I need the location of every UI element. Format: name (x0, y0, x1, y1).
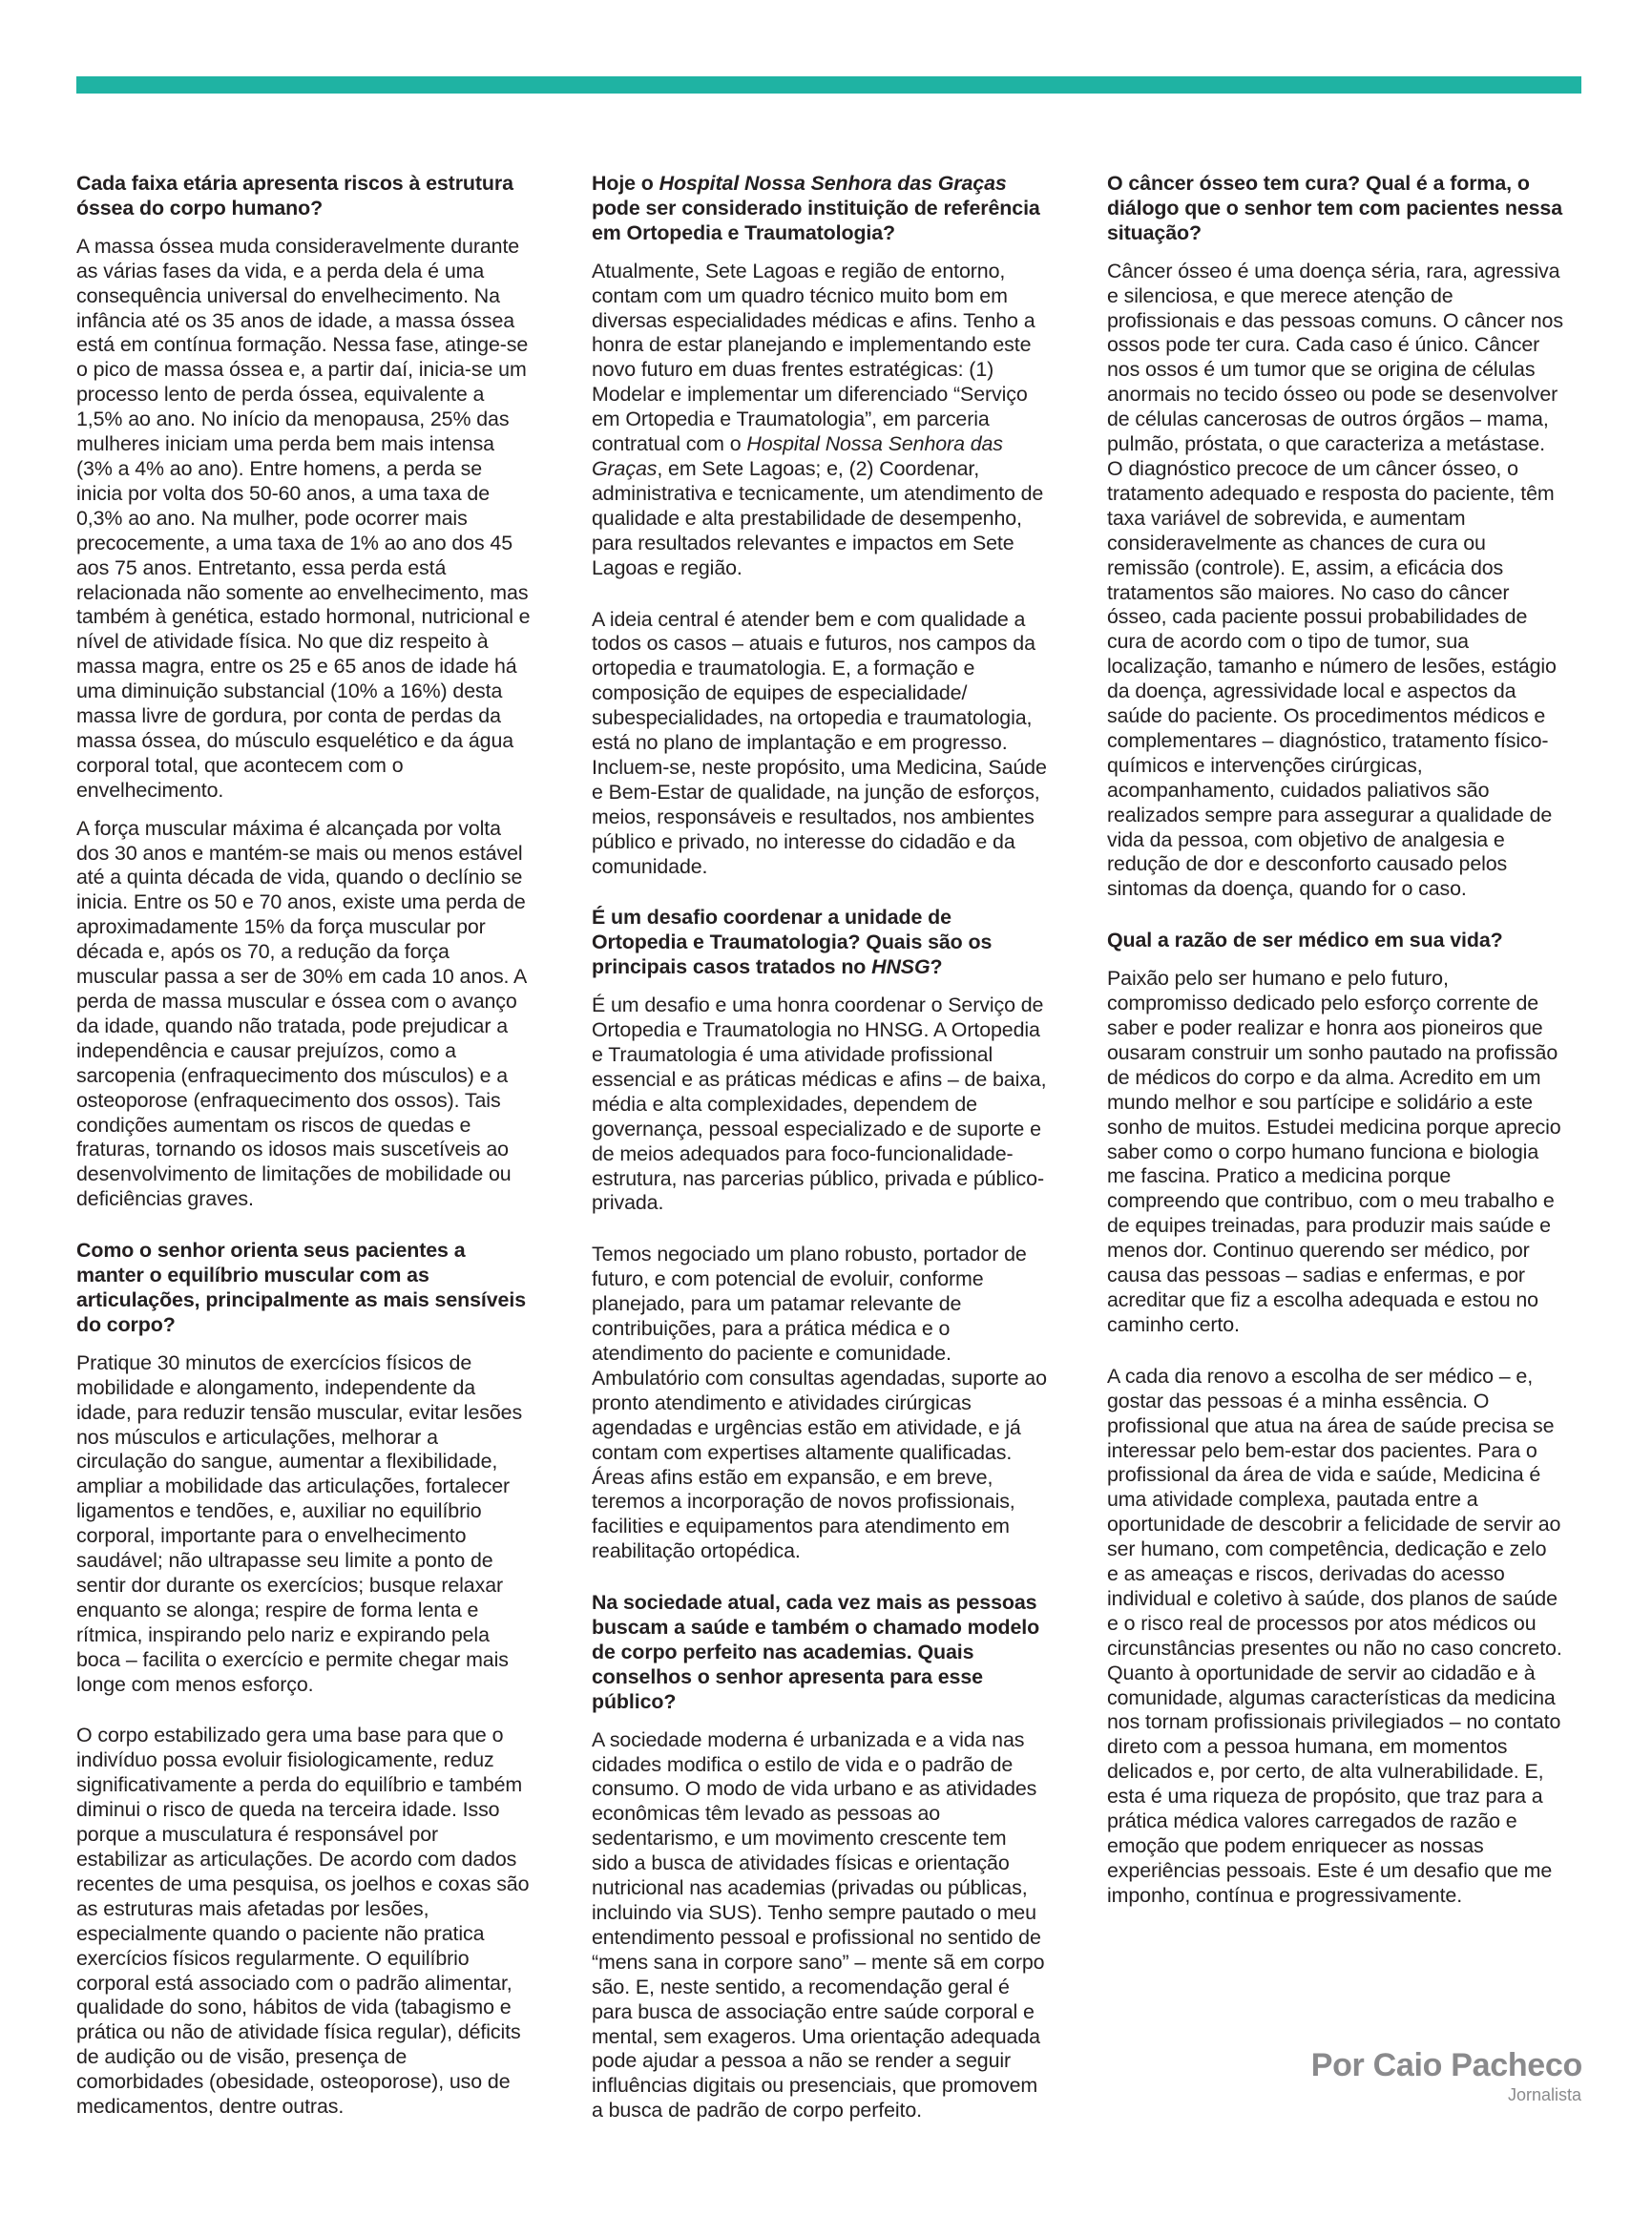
column-1 (76, 172, 533, 2133)
paragraph: A cada dia renovo a escolha de ser médico – e, gostar das pessoas é a minha essência. O profissional que atua na área de saúde precisa se interessar pelo bem-estar dos pacientes. Para o profissional da área de vida e saúde, Medicina é uma atividade complexa, pautada entre a oportunidade de descobrir a felicidade de servir ao ser humano, com competência, dedicação e zelo e as ameaças e riscos, derivadas do acesso individual e coletivo à saúde, dos planos de saúde e o risco real de processos por atos médicos ou circunstâncias presentes ou não no caso concreto. Quanto à oportunidade de servir ao cidadão e à comunidade, algumas características da medicina nos tornam profissionais privilegiados – no contato direto com a pessoa humana, em momentos delicados e, por certo, de alta vulnerabilidade. E, esta é uma riqueza de propósito, que traz para a prática médica valores carregados de razão e emoção que podem enriquecer as nossas experiências pessoais. Este é um desafio que me imponho, contínua e progressivamente. (1107, 1364, 1562, 1907)
question-bone-cancer: O câncer ósseo tem cura? Qual é a forma, o diálogo que o senhor tem com pacientes nessa situação? (1107, 172, 1563, 244)
byline-role: Jornalista (1507, 2085, 1581, 2104)
paragraph: A massa óssea muda consideravelmente durante as várias fases da vida, e a perda dela é uma consequência universal do envelhecimento. Na infância até os 35 anos de idade, a massa óssea está em contínua formação. Nessa fase, atinge-se o pico de massa óssea e, a partir daí, inicia-se um processo lento de perda óssea, equivalente a 1,5% ao ano. No início da menopausa, 25% das mulheres iniciam uma perda bem mais intensa (3% a 4% ao ano). Entre homens, a perda se inicia por volta dos 50-60 anos, a uma taxa de 0,3% ao ano. Na mulher, pode ocorrer mais precocemente, a uma taxa de 1% ao ano dos 45 aos 75 anos. Entretanto, essa perda está relacionada não somente ao envelhecimento, mas também à genética, estado hormonal, nutricional e nível de atividade física. No que diz respeito à massa magra, entre os 25 e 65 anos de idade há uma diminuição substancial (10% a 16%) desta massa livre de gordura, por conta de perdas da massa óssea, do músculo esquelético e da água corporal total, que acontecem com o envelhecimento. (76, 234, 531, 802)
column-2 (592, 172, 1048, 2137)
paragraph: É um desafio e uma honra coordenar o Serviço de Ortopedia e Traumatologia no HNSG. A Ortopedia e Traumatologia é uma atividade profissional essencial e as práticas médicas e afins – de baixa, média e alta complexidades, dependem de governança, pessoal especializado e de suporte e de meios adequados para foco-funcionalidade-estrutura, nas parcerias público, privada e público-privada. (592, 993, 1047, 1215)
paragraph: Câncer ósseo é uma doença séria, rara, agressiva e silenciosa, e que merece atenção de profissionais e das pessoas comuns. O câncer nos ossos pode ter cura. Cada caso é único. Câncer nos ossos é um tumor que se origina de células anormais no tecido ósseo ou pode se desenvolver de células cancerosas de outros órgãos – mama, pulmão, próstata, o que caracteriza a metástase. O diagnóstico precoce de um câncer ósseo, o tratamento adequado e resposta do paciente, têm taxa variável de sobrevida, e aumentam consideravelmente as chances de cura ou remissão (controle). E, assim, a eficácia dos tratamentos são maiores. No caso do câncer ósseo, cada paciente possui probabilidades de cura de acordo com o tipo de tumor, sua localização, tamanho e número de lesões, estágio da doença, agressividade local e aspectos da saúde do paciente. Os procedimentos médicos e complementares – diagnóstico, tratamento físico-químicos e intervenções cirúrgicas, acompanhamento, cuidados paliativos são realizados sempre para assegurar a qualidade de vida da pessoa, com objetivo de analgesia e redução de dor e desconforto causado pelos sintomas da doença, quando for o caso. (1107, 259, 1563, 901)
paragraph: Paixão pelo ser humano e pelo futuro, compromisso dedicado pelo esforço corrente de saber e poder realizar e honra aos pioneiros que ousaram construir um sonho pautado na profissão de médicos do corpo e da alma. Acredito em um mundo melhor e sou partícipe e solidário a este sonho de muitos. Estudei medicina porque aprecio saber como o corpo humano funciona e biologia me fascina. Pratico a medicina porque compreendo que contribuo, com o meu trabalho e de equipes treinadas, para produzir mais saúde e menos dor. Continuo querendo ser médico, por causa das pessoas – sadias e enfermas, e por acreditar que fiz a escolha adequada e estou no caminho certo. (1107, 967, 1561, 1336)
question-coordination: É um desafio coordenar a unidade de Ortopedia e Traumatologia? Quais são os principais casos tratados no HNSG? (592, 906, 993, 979)
paragraph: A sociedade moderna é urbanizada e a vida nas cidades modifica o estilo de vida e o padrão de consumo. O modo de vida urbano e as atividades econômicas têm levado as pessoas ao sedentarismo, e um movimento crescente tem sido a busca de atividades físicas e orientação nutricional nas academias (privadas ou públicas, incluindo via SUS). Tenho sempre pautado o meu entendimento pessoal e profissional no sentido de “mens sana in corpore sano” – mente sã em corpo são. E, neste sentido, a recomendação geral é para busca de associação entre saúde corporal e mental, sem exageros. Uma orientação adequada pode ajudar a pessoa a não se render a seguir influências digitais ou presenciais, que promovem a busca de padrão de corpo perfeito. (592, 1727, 1045, 2123)
question-bone-risk: Cada faixa etária apresenta riscos à estrutura óssea do corpo humano? (76, 172, 513, 220)
question-muscle-balance: Como o senhor orienta seus pacientes a manter o equilíbrio muscular com as articulações, principalmente as mais sensíveis do corpo? (76, 1239, 526, 1336)
paragraph: A força muscular máxima é alcançada por volta dos 30 anos e mantém-se mais ou menos estável até a quinta década de vida, quando o declínio se inicia. Entre os 50 e 70 anos, existe uma perda de aproximadamente 15% da força muscular por década e, após os 70, a redução da força muscular passa a ser de 30% em cada 10 anos. A perda de massa muscular e óssea com o avanço da idade, quando não tratada, pode prejudicar a independência e causar prejuízos, como a sarcopenia (enfraquecimento dos músculos) e a osteoporose (enfraquecimento dos ossos). Tais condições aumentam os riscos de quedas e fraturas, tornando os idosos mais suscetíveis ao desenvolvimento de limitações de mobilidade ou deficiências graves. (76, 816, 527, 1211)
question-reason-doctor: Qual a razão de ser médico em sua vida? (1107, 929, 1503, 952)
paragraph: Temos negociado um plano robusto, portador de futuro, e com potencial de evoluir, conforme planejado, para um patamar relevante de contribuições, para a prática médica e o atendimento do paciente e comunidade. Ambulatório com consultas agendadas, suporte ao pronto atendimento e atividades cirúrgicas agendadas e urgências estão em atividade, e já contam com expertises altamente qualificadas. Áreas afins estão em expansão, e em breve, teremos a incorporação de novos profissionais, facilities e equipamentos para atendimento em reabilitação ortopédica. (592, 1243, 1047, 1563)
paragraph: A ideia central é atender bem e com qualidade a todos os casos – atuais e futuros, nos campos da ortopedia e traumatologia. E, a formação e composição de equipes de especialidade/ subespecialidades, na ortopedia e traumatologia, está no plano de implantação e em progresso. Incluem-se, neste propósito, uma Medicina, Saúde e Bem-Estar de qualidade, na junção de esforços, meios, responsáveis e resultados, nos ambientes público e privado, no interesse do cidadão e da comunidade. (592, 607, 1047, 878)
top-accent-bar (76, 76, 1581, 94)
paragraph: O corpo estabilizado gera uma base para que o indivíduo possa evoluir fisiologicamente, reduz significativamente a perda do equilíbrio e também diminui o risco de queda na terceira idade. Isso porque a musculatura é responsável por estabilizar as articulações. De acordo com dados recentes de uma pesquisa, os joelhos e coxas são as estruturas mais afetadas por lesões, especialmente quando o paciente não pratica exercícios físicos regularmente. O equilíbrio corporal está associado com o padrão alimentar, qualidade do sono, hábitos de vida (tabagismo e prática ou não de atividade física regular), déficits de audição ou de visão, presença de comorbidades (obesidade, osteoporose), uso de medicamentos, dentre outras. (76, 1724, 530, 2119)
byline-author: Por Caio Pacheco (1310, 2047, 1582, 2083)
question-fitness-advice: Na sociedade atual, cada vez mais as pessoas buscam a saúde e também o chamado modelo de corpo perfeito nas academias. Quais conselhos o senhor apresenta para esse público? (592, 1591, 1040, 1713)
question-hospital-reference: Hoje o Hospital Nossa Senhora das Graças pode ser considerado instituição de referência em Ortopedia e Traumatologia? (592, 172, 1040, 244)
column-3 (1107, 172, 1563, 1922)
paragraph: Pratique 30 minutos de exercícios físicos de mobilidade e alongamento, independente da idade, para reduzir tensão muscular, evitar lesões nos músculos e articulações, melhorar a circulação do sangue, aumentar a flexibilidade, ampliar a mobilidade das articulações, fortalecer ligamentos e tendões, e, auxiliar no equilíbrio corporal, importante para o envelhecimento saudável; não ultrapasse seu limite a ponto de sentir dor durante os exercícios; busque relaxar enquanto se alonga; respire de forma lenta e rítmica, inspirando pelo nariz e expirando pela boca – facilita o exercício e permite chegar mais longe com menos esforço. (76, 1350, 523, 1696)
paragraph: Atualmente, Sete Lagoas e região de entorno, contam com um quadro técnico muito bom em diversas especialidades médicas e afins. Tenho a honra de estar planejando e implementando este novo futuro em duas frentes estratégicas: (1) Modelar e implementar um diferenciado “Serviço em Ortopedia e Traumatologia”, em parceria contratual com o Hospital Nossa Senhora das Graças, em Sete Lagoas; e, (2) Coordenar, administrativa e tecnicamente, um atendimento de qualidade e alta prestabilidade de desempenho, para resultados relevantes e impactos em Sete Lagoas e região. (592, 259, 1044, 579)
